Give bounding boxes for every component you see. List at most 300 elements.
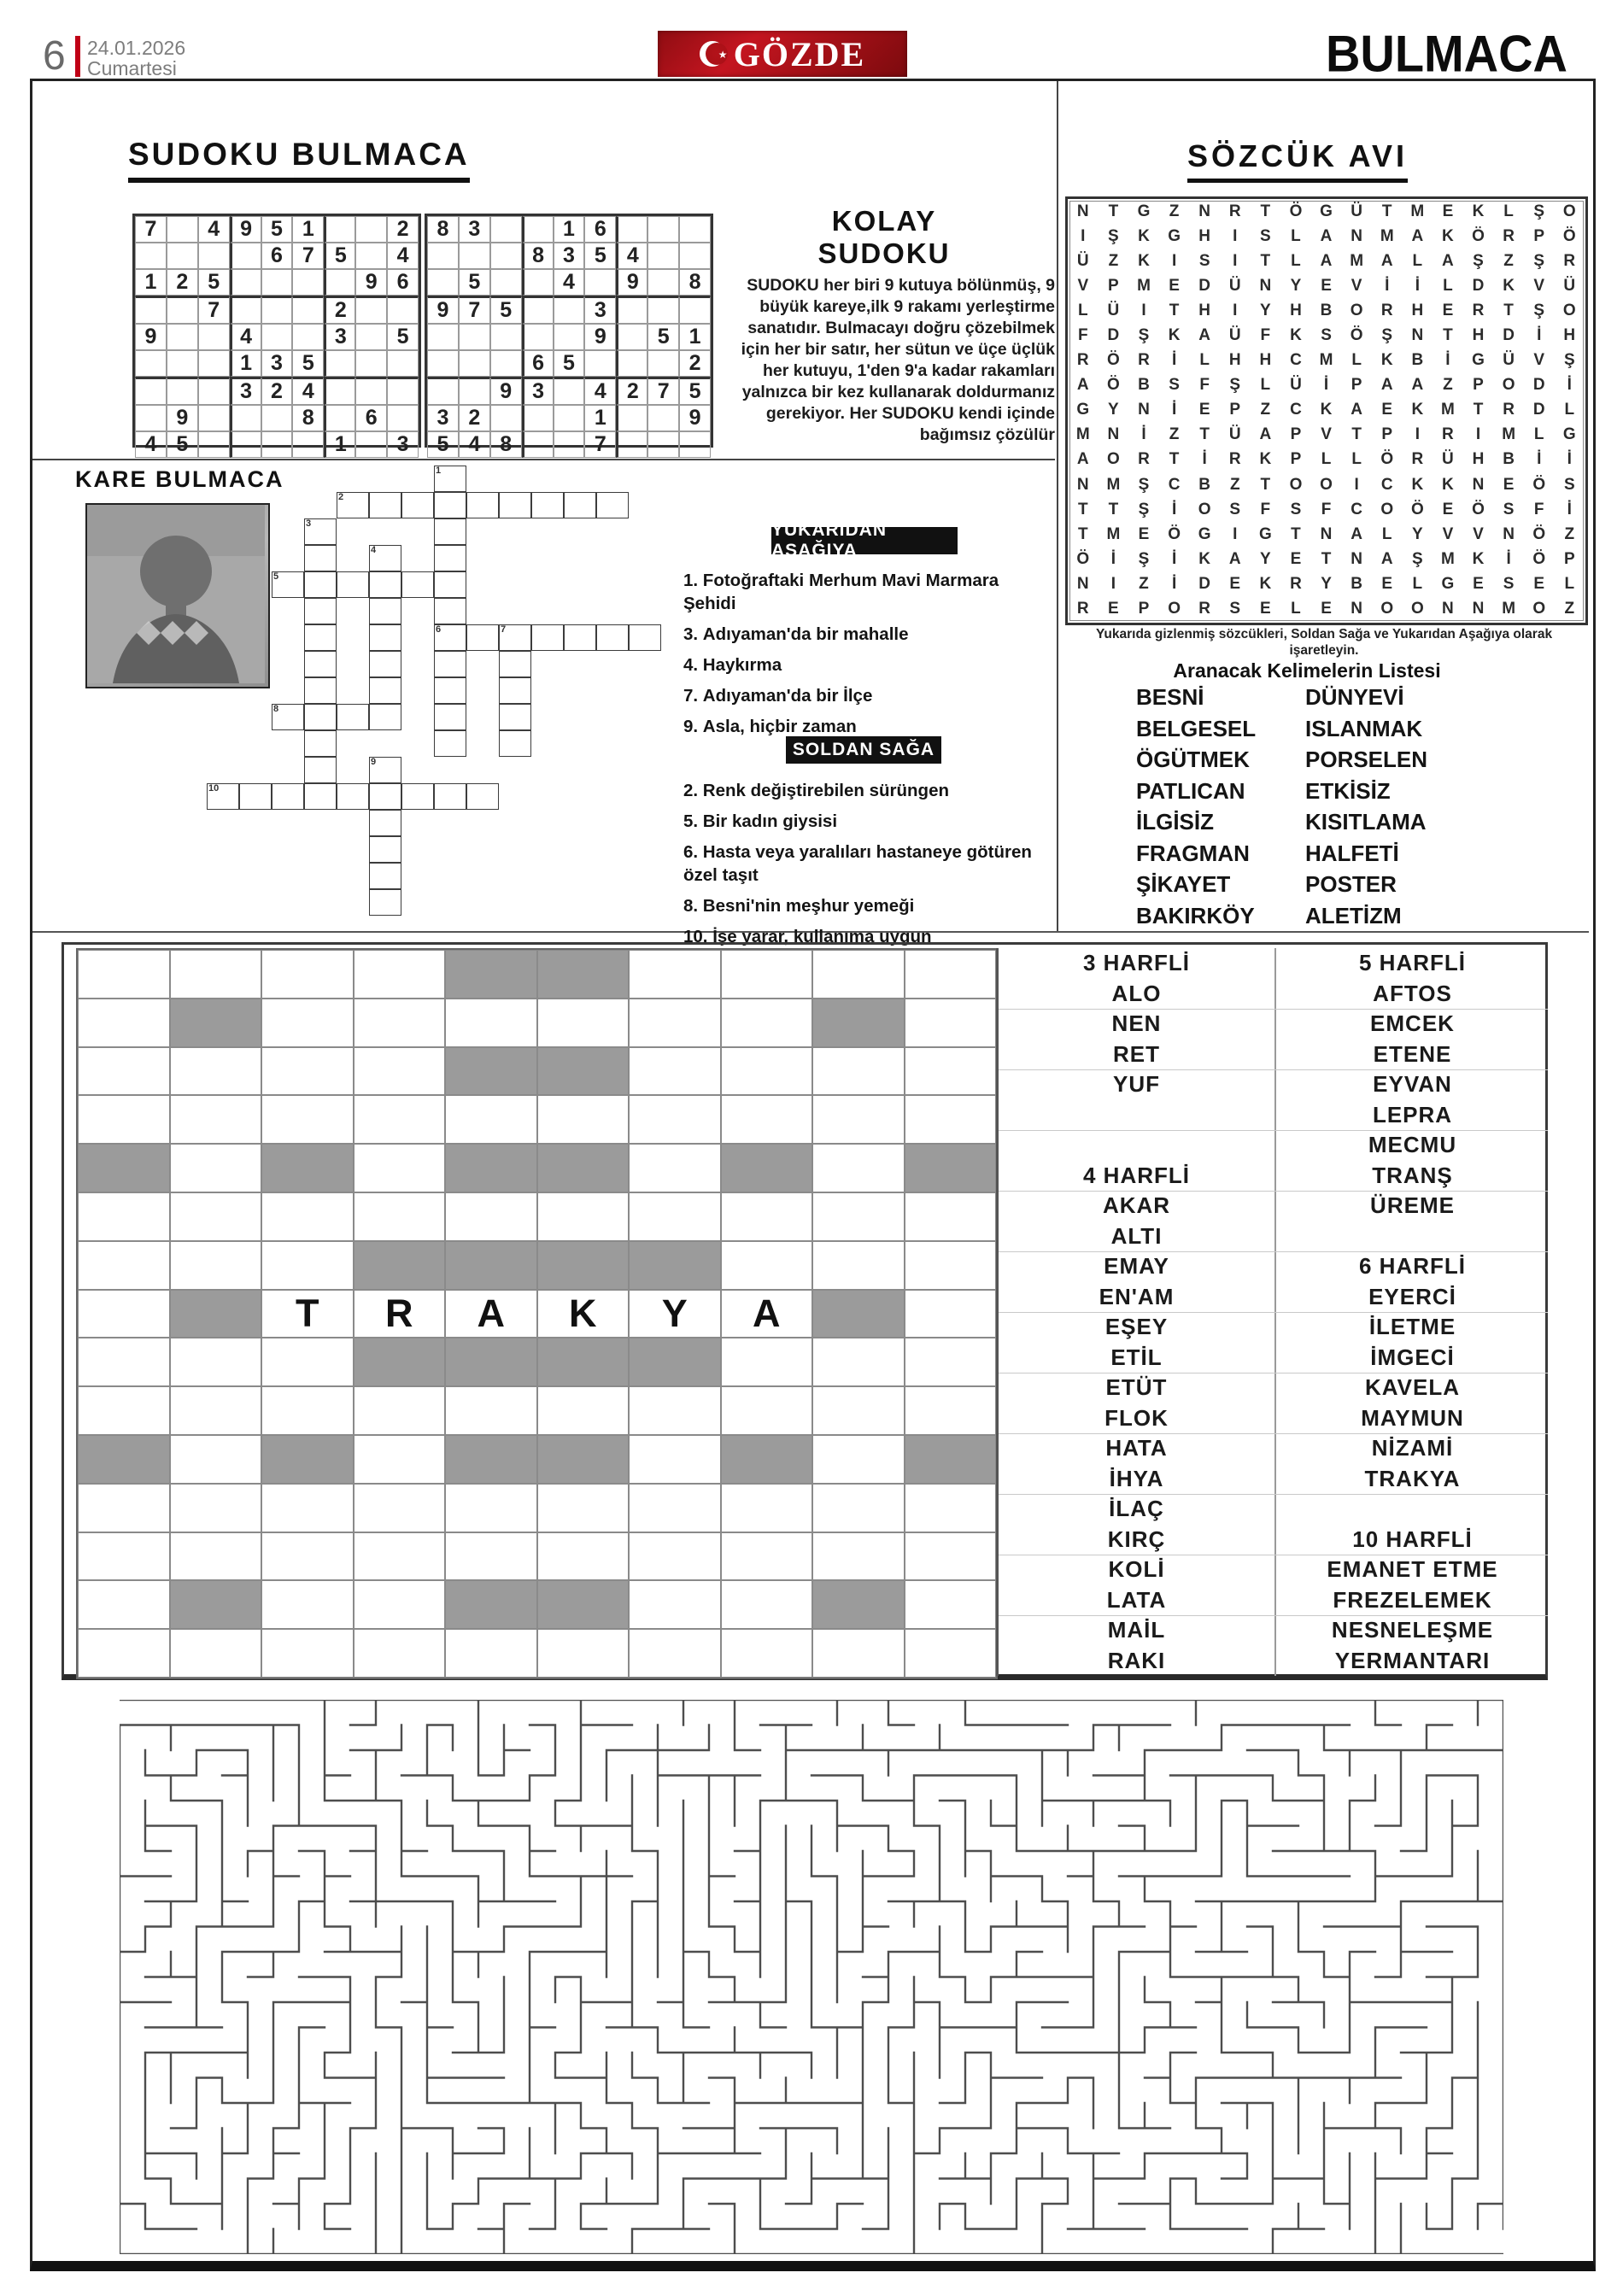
word-search-letter: M [1106,475,1121,494]
sudoku-cell: 5 [387,324,419,350]
word-search-letter: Ü [1107,301,1120,319]
fill-in-word: EMAY [1104,1253,1169,1280]
sudoku-cell: 5 [584,243,616,269]
word-search-letter: R [1198,600,1211,618]
sudoku-cell: 2 [679,350,711,377]
sudoku-cell [616,350,647,377]
maze-drawing [120,1700,1503,2254]
fill-in-block-cell [445,1338,537,1386]
sudoku-cell: 9 [616,269,647,296]
fill-in-cell [629,1047,721,1096]
fill-in-cell [629,1435,721,1484]
word-search-letter: R [1228,450,1241,469]
fill-in-cell [721,1095,813,1144]
crossword-cell [337,783,369,810]
word-search-letter: L [1291,600,1301,618]
sudoku-cell: 9 [490,377,522,405]
sudoku-cell: 1 [679,324,711,350]
fill-in-word: EŞEY [1104,1314,1169,1340]
word-search-letter: Z [1260,401,1271,419]
sudoku-cell [554,431,585,458]
fill-in-block-cell [537,1047,630,1096]
sudoku-cell: 4 [135,431,167,458]
word-search-row [1068,224,1585,249]
word-search-letter: K [1472,549,1485,568]
word-search-letter: F [1260,326,1271,345]
fill-in-cell: A [445,1290,537,1338]
fill-in-cell [170,1338,262,1386]
sudoku-cell: 2 [324,296,355,324]
word-search-letter: L [1503,202,1514,220]
word-search-letter: Y [1411,524,1423,543]
fill-in-cell [721,1241,813,1290]
sudoku-cell [522,269,554,296]
clue-item: 1. Fotoğraftaki Merhum Mavi Marmara Şehidi [683,571,999,614]
crossword-clue-number: 5 [273,571,279,582]
word-search-letter: Z [1108,251,1119,270]
fill-in-cell [445,1484,537,1532]
sudoku-cell [584,269,616,296]
fill-in-cell [354,1629,446,1678]
word-search-letter: T [1169,450,1180,469]
word-search-letter: M [1106,524,1121,543]
word-search-letter: D [1503,326,1515,345]
word-search-letter: I [1233,226,1238,245]
sudoku-cell: 1 [324,431,355,458]
word-search-letter: Z [1229,475,1240,494]
word-list-item: BAKIRKÖY [1136,902,1255,928]
sudoku-cell: 8 [427,216,459,243]
sudoku-cell [135,350,167,377]
fill-in-block-cell [445,1580,537,1629]
fill-in-cell [629,1192,721,1241]
fill-in-cell [537,1095,630,1144]
sudoku-cell: 4 [554,269,585,296]
across-clues-label: SOLDAN SAĞA [786,736,941,764]
sudoku-cell [459,350,490,377]
word-search-letter: O [1198,500,1211,518]
word-search-letter: S [1169,376,1180,395]
word-search-letter: Ü [1503,351,1515,370]
sudoku-cell: 3 [522,377,554,405]
word-search-letter: I [1354,475,1359,494]
word-search-letter: İ [1567,500,1572,518]
fill-in-cell [78,1241,170,1290]
sudoku-cell [198,377,230,405]
sudoku-cell [490,216,522,243]
word-search-letter: I [1233,524,1238,543]
sudoku-cell [554,377,585,405]
fill-in-block-cell [537,1435,630,1484]
word-search-letter: İ [1171,500,1177,518]
fill-in-cell [537,1484,630,1532]
word-search-letter: K [1442,226,1454,245]
word-search-letter: E [1260,600,1271,618]
word-search-letter: C [1290,401,1302,419]
crossword-cell [564,492,596,518]
sudoku-cell [616,216,647,243]
word-search-row [1068,522,1585,547]
word-search-letter: Ü [1076,251,1089,270]
word-search-letter: O [1350,301,1363,319]
fill-in-cell [812,1532,905,1581]
word-search-letter: M [1502,600,1516,618]
sudoku-cell: 1 [292,216,324,243]
sudoku-cell: 5 [324,243,355,269]
word-search-letter: H [1472,326,1485,345]
table-row-line [999,1251,1548,1252]
sudoku-cell [522,324,554,350]
fill-in-cell [78,1192,170,1241]
word-search-letter: A [1411,226,1424,245]
word-list-item: BESNİ [1136,684,1204,710]
word-search-row [1068,497,1585,522]
word-search-letter: Ş [1138,500,1150,518]
word-search-letter: B [1198,475,1211,494]
word-search-letter: Ö [1350,326,1363,345]
fill-in-cell [537,1532,630,1581]
word-search-letter: Ö [1562,226,1576,245]
fill-in-cell [629,1629,721,1678]
sudoku-cell [292,269,324,296]
crossword-cell [304,571,337,598]
fill-in-block-cell [905,1144,997,1192]
word-search-letter: Z [1169,425,1180,444]
word-search-letter: E [1533,574,1545,593]
fill-in-word: MAYMUN [1361,1404,1464,1431]
fill-in-cell [78,1047,170,1096]
word-search-letter: D [1532,376,1545,395]
sudoku-cell [647,243,679,269]
word-search-letter: Ü [1563,276,1576,295]
crossword-cell [531,492,564,518]
word-search-letter: Ş [1533,202,1545,220]
word-search-letter: N [1076,202,1089,220]
sudoku-cell [616,324,647,350]
fill-in-cell [354,1192,446,1241]
fill-in-word: MECMU [1368,1132,1457,1158]
word-search-letter: I [1233,301,1238,319]
fill-in-cell [812,1435,905,1484]
sudoku-cell: 1 [135,269,167,296]
word-search-letter: G [1562,425,1576,444]
word-list-item: ALETİZM [1305,902,1402,928]
word-search-letter: Ş [1473,251,1484,270]
fill-in-cell [812,1241,905,1290]
word-search-letter: N [1351,600,1362,618]
sudoku-cell [261,269,293,296]
word-search-letter: K [1259,450,1272,469]
word-list-item: HALFETİ [1305,840,1399,866]
fill-in-cell: A [721,1290,813,1338]
word-search-letter: Ü [1351,202,1362,220]
fill-in-word-table [996,948,1548,1676]
fill-in-cell [812,1338,905,1386]
word-search-letter: R [1138,351,1150,370]
clue-item: 8. Besni'nin meşhur yemeği [683,896,915,917]
table-row-line [999,1069,1548,1070]
fill-in-cell [261,1386,354,1435]
table-row-line [999,1191,1548,1192]
crossword-cell [499,651,531,677]
sudoku-cell [261,296,293,324]
sudoku-cell [135,405,167,431]
word-search-letter: M [1441,549,1455,568]
fill-in-word: KOLİ [1108,1556,1165,1583]
sudoku-cell [522,296,554,324]
word-search-letter: G [1320,202,1333,220]
sudoku-cell [230,405,261,431]
sudoku-cell [616,405,647,431]
crossword-cell [434,545,466,571]
word-search-letter: M [1380,226,1394,245]
crossword-cell [239,783,272,810]
word-search-row [1068,348,1585,373]
word-list-item: ÖGÜTMEK [1136,747,1250,772]
sudoku-section-rule [32,459,1055,460]
sudoku-cell: 4 [230,324,261,350]
sudoku-cell: 2 [167,269,198,296]
table-row-line [999,1494,1548,1495]
fill-in-cell [445,1629,537,1678]
word-search-letter: M [1137,276,1151,295]
word-search-letter: T [1381,202,1392,220]
fill-in-cell [78,950,170,999]
word-search-letter: Ü [1442,450,1454,469]
fill-in-cell [354,1095,446,1144]
word-search-letter: Z [1169,202,1180,220]
word-search-letter: C [1290,351,1302,370]
sudoku-cell [522,405,554,431]
crossword-clue-number: 8 [273,704,279,714]
crossword-cell [596,624,629,651]
word-search-letter: Y [1321,574,1332,593]
word-search-row [1068,398,1585,423]
word-search-letter: T [1473,401,1484,419]
fill-in-block-cell [537,1144,630,1192]
fill-in-cell [905,1580,997,1629]
fill-in-word: EN'AM [1099,1283,1175,1309]
sudoku-cell [324,405,355,431]
crossword-cell [369,704,401,730]
word-search-letter: E [1381,401,1393,419]
word-search-letter: İ [1202,450,1207,469]
word-search-letter: N [1472,600,1485,618]
word-search-letter: M [1075,425,1090,444]
fill-in-block-cell [812,1580,905,1629]
sudoku-cell [324,216,355,243]
crossword-cell [564,624,596,651]
sudoku-cell: 5 [427,431,459,458]
word-search-letter: H [1259,351,1272,370]
word-search-row [1068,472,1585,497]
word-search-letter: Ş [1563,351,1575,370]
word-search-letter: A [1320,226,1333,245]
fill-in-word: TRAKYA [1364,1465,1461,1491]
word-search-letter: R [1138,450,1150,469]
fill-in-cell: R [354,1290,446,1338]
fill-in-block-cell [445,1435,537,1484]
word-search-letter: I [1233,251,1238,270]
fill-in-cell [170,1144,262,1192]
fill-in-block-cell [445,1144,537,1192]
word-search-letter: P [1533,226,1545,245]
sudoku-cell [427,324,459,350]
word-search-letter: N [1076,475,1089,494]
sudoku-cell: 3 [554,243,585,269]
fill-in-word: EMCEK [1370,1010,1455,1037]
word-search-letter: O [1320,475,1333,494]
word-search-letter: I [1141,301,1146,319]
word-search-letter: T [1260,202,1271,220]
word-search-letter: C [1380,475,1393,494]
sudoku-cell: 8 [490,431,522,458]
word-search-letter: V [1533,276,1545,295]
word-search-row [1068,273,1585,298]
fill-in-word: NESNELEŞME [1331,1617,1494,1643]
sudoku-cell [324,377,355,405]
fill-in-cell [445,999,537,1047]
word-search-row [1068,423,1585,448]
word-search-letter: L [1077,301,1088,319]
fill-in-cell [905,1192,997,1241]
word-search-letter: A [1198,326,1211,345]
word-search-letter: B [1320,301,1333,319]
fill-in-cell [78,1580,170,1629]
fill-in-block-cell [629,1241,721,1290]
fill-in-block-cell [170,1580,262,1629]
word-search-letter: P [1563,549,1575,568]
fill-in-cell [629,1144,721,1192]
word-list-item: BELGESEL [1136,715,1257,741]
fill-in-cell [78,1095,170,1144]
crossword-cell [369,571,401,598]
fill-in-word: HATA [1105,1435,1168,1461]
word-search-letter: N [1076,574,1089,593]
fill-in-cell [629,1386,721,1435]
sudoku-cell [292,324,324,350]
crossword-cell [434,492,466,518]
sudoku-cell: 9 [355,269,387,296]
crossword-cell [401,492,434,518]
fill-in-block-cell [537,1241,630,1290]
word-search-letter: F [1533,500,1544,518]
fill-in-block-cell [537,1580,630,1629]
fill-in-cell [629,999,721,1047]
crossword-cell [337,704,369,730]
fill-in-cell [261,950,354,999]
sudoku-cell: 5 [554,350,585,377]
table-row-line [999,1009,1548,1010]
word-search-letter: N [1198,202,1211,220]
fill-in-cell [261,1532,354,1581]
word-search-letter: P [1108,276,1119,295]
fill-in-cell [170,1095,262,1144]
fill-in-block-cell [170,1290,262,1338]
word-search-letter: K [1442,475,1454,494]
fill-in-cell [905,1532,997,1581]
word-search-letter: Ş [1381,326,1393,345]
sudoku-cell [490,405,522,431]
fill-in-word: ETÜT [1105,1374,1168,1401]
fill-in-cell [537,1192,630,1241]
fill-in-cell [261,1338,354,1386]
sudoku-cell: 9 [135,324,167,350]
word-search-letter: V [1321,425,1332,444]
fill-in-cell [721,950,813,999]
clue-item: 5. Bir kadın giysisi [683,811,838,832]
word-search-letter: T [1260,251,1271,270]
word-search-row [1068,323,1585,348]
sudoku-cell: 6 [355,405,387,431]
easy-sudoku-heading: KOLAY SUDOKU [817,205,951,269]
word-list-item: KISITLAMA [1305,809,1427,835]
fill-in-cell [537,999,630,1047]
sudoku-cell: 1 [554,216,585,243]
word-search-letter: İ [1567,450,1572,469]
sudoku-cell [427,350,459,377]
word-search-letter: S [1260,226,1271,245]
fill-in-cell [78,999,170,1047]
sudoku-cell [647,350,679,377]
word-search-letter: K [1380,351,1393,370]
word-search-row [1068,298,1585,323]
word-list-item: PATLICAN [1136,777,1245,804]
word-search-letter: Ş [1533,301,1545,319]
sudoku-cell: 5 [198,269,230,296]
crossword-cell [466,783,499,810]
sudoku-cell [355,243,387,269]
word-search-letter: Ü [1228,425,1241,444]
fill-in-cell [261,1192,354,1241]
fill-in-cell [354,1144,446,1192]
sudoku-cell [167,243,198,269]
crossword-cell [304,545,337,571]
sudoku-cell [167,216,198,243]
sudoku-cell: 6 [522,350,554,377]
word-search-letter: A [1320,251,1333,270]
sudoku-cell: 9 [679,405,711,431]
fill-in-cell [721,1580,813,1629]
crossword-cell [272,704,304,730]
section-title: BULMACA [1325,24,1567,83]
word-search-letter: K [1411,475,1424,494]
word-search-letter: D [1472,276,1485,295]
fill-in-cell [261,1047,354,1096]
word-search-letter: B [1503,450,1515,469]
fill-in-word: ETENE [1373,1040,1452,1067]
sudoku-cell: 4 [459,431,490,458]
word-search-letter: A [1411,376,1424,395]
sudoku-cell [490,269,522,296]
word-search-letter: K [1503,276,1515,295]
word-search-letter: I [1415,425,1420,444]
fill-in-cell [812,1047,905,1096]
crossword-cell [499,492,531,518]
sudoku-cell [355,377,387,405]
crossword-cell [369,624,401,651]
sudoku-cell: 3 [261,350,293,377]
word-search-letter: A [1076,376,1089,395]
fill-in-word: YUF [1113,1071,1160,1098]
maze-puzzle [120,1700,1503,2258]
sudoku-cell [324,350,355,377]
word-search-letter: I [1081,226,1086,245]
crossword-clue-number: 4 [371,545,377,555]
crossword-cell [401,783,434,810]
word-search-letter: A [1380,251,1393,270]
word-search-letter: T [1503,301,1514,319]
